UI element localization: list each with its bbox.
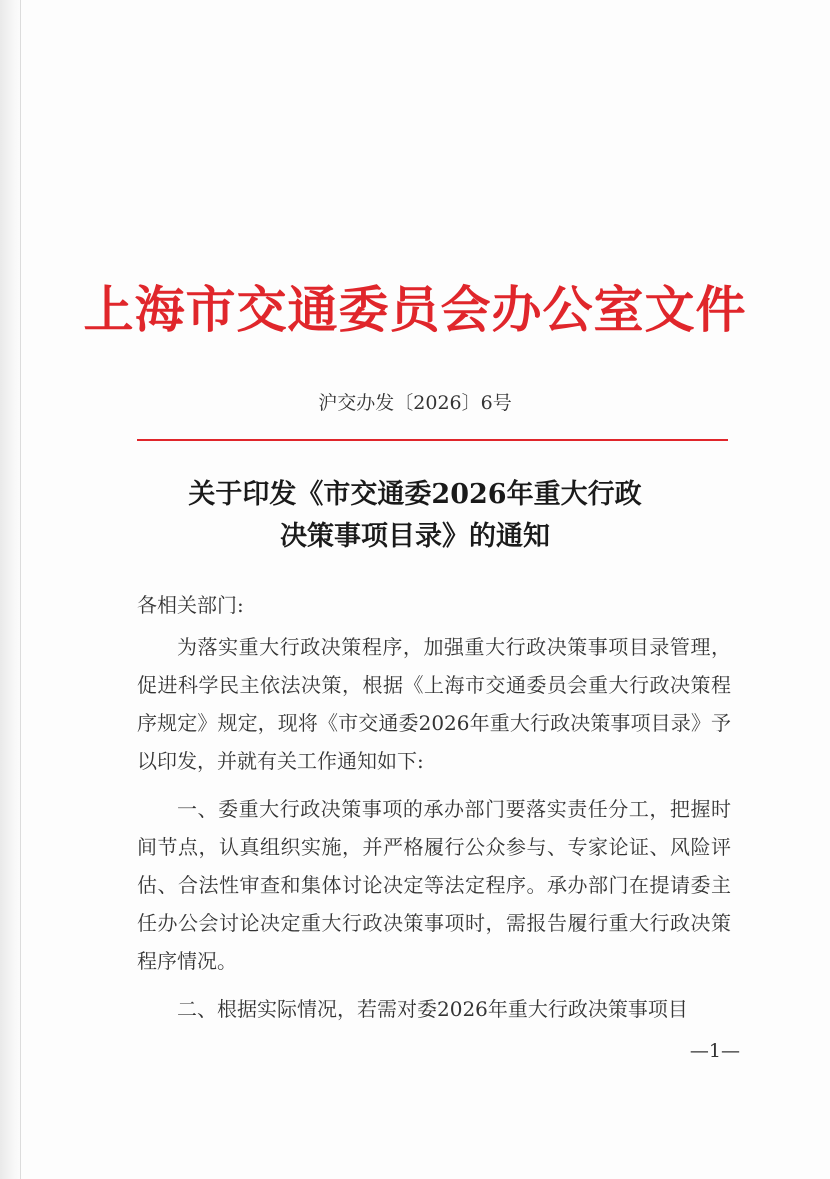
document-body xyxy=(137,592,731,1028)
body-paragraph-intro: 为落实重大行政决策程序，加强重大行政决策事项目录管理，促进科学民主依法决策，根据《上海市交通委员会重大行政决策程序规定》规定，现将《市交通委2026年重大行政决策事项目录》予以印发，并就有关工作通知如下: xyxy=(137,635,731,773)
red-divider-line xyxy=(137,439,728,441)
document-title xyxy=(0,474,830,558)
document-title-line-2: 决策事项目录》的通知 xyxy=(280,521,550,552)
document-title-line-1: 关于印发《市交通委2026年重大行政 xyxy=(188,479,642,510)
salutation: 各相关部门: xyxy=(137,593,244,617)
page-edge-line xyxy=(20,0,21,1179)
body-paragraph-item-1: 一、委重大行政决策事项的承办部门要落实责任分工，把握时间节点，认真组织实施，并严格履行公众参与、专家论证、风险评估、合法性审查和集体讨论决定等法定程序。承办部门在提请委主任办公会讨论决定重大行政决策事项时，需报告履行重大行政决策程序情况。 xyxy=(137,797,731,973)
scanned-page-edge xyxy=(0,0,22,1179)
body-paragraph-item-2: 二、根据实际情况，若需对委2026年重大行政决策事项目 xyxy=(177,997,688,1021)
document-number: 沪交办发〔2026〕6号 xyxy=(318,392,512,414)
page-number: —1— xyxy=(689,1040,740,1062)
document-header-title: 上海市交通委员会办公室文件 xyxy=(83,280,747,339)
